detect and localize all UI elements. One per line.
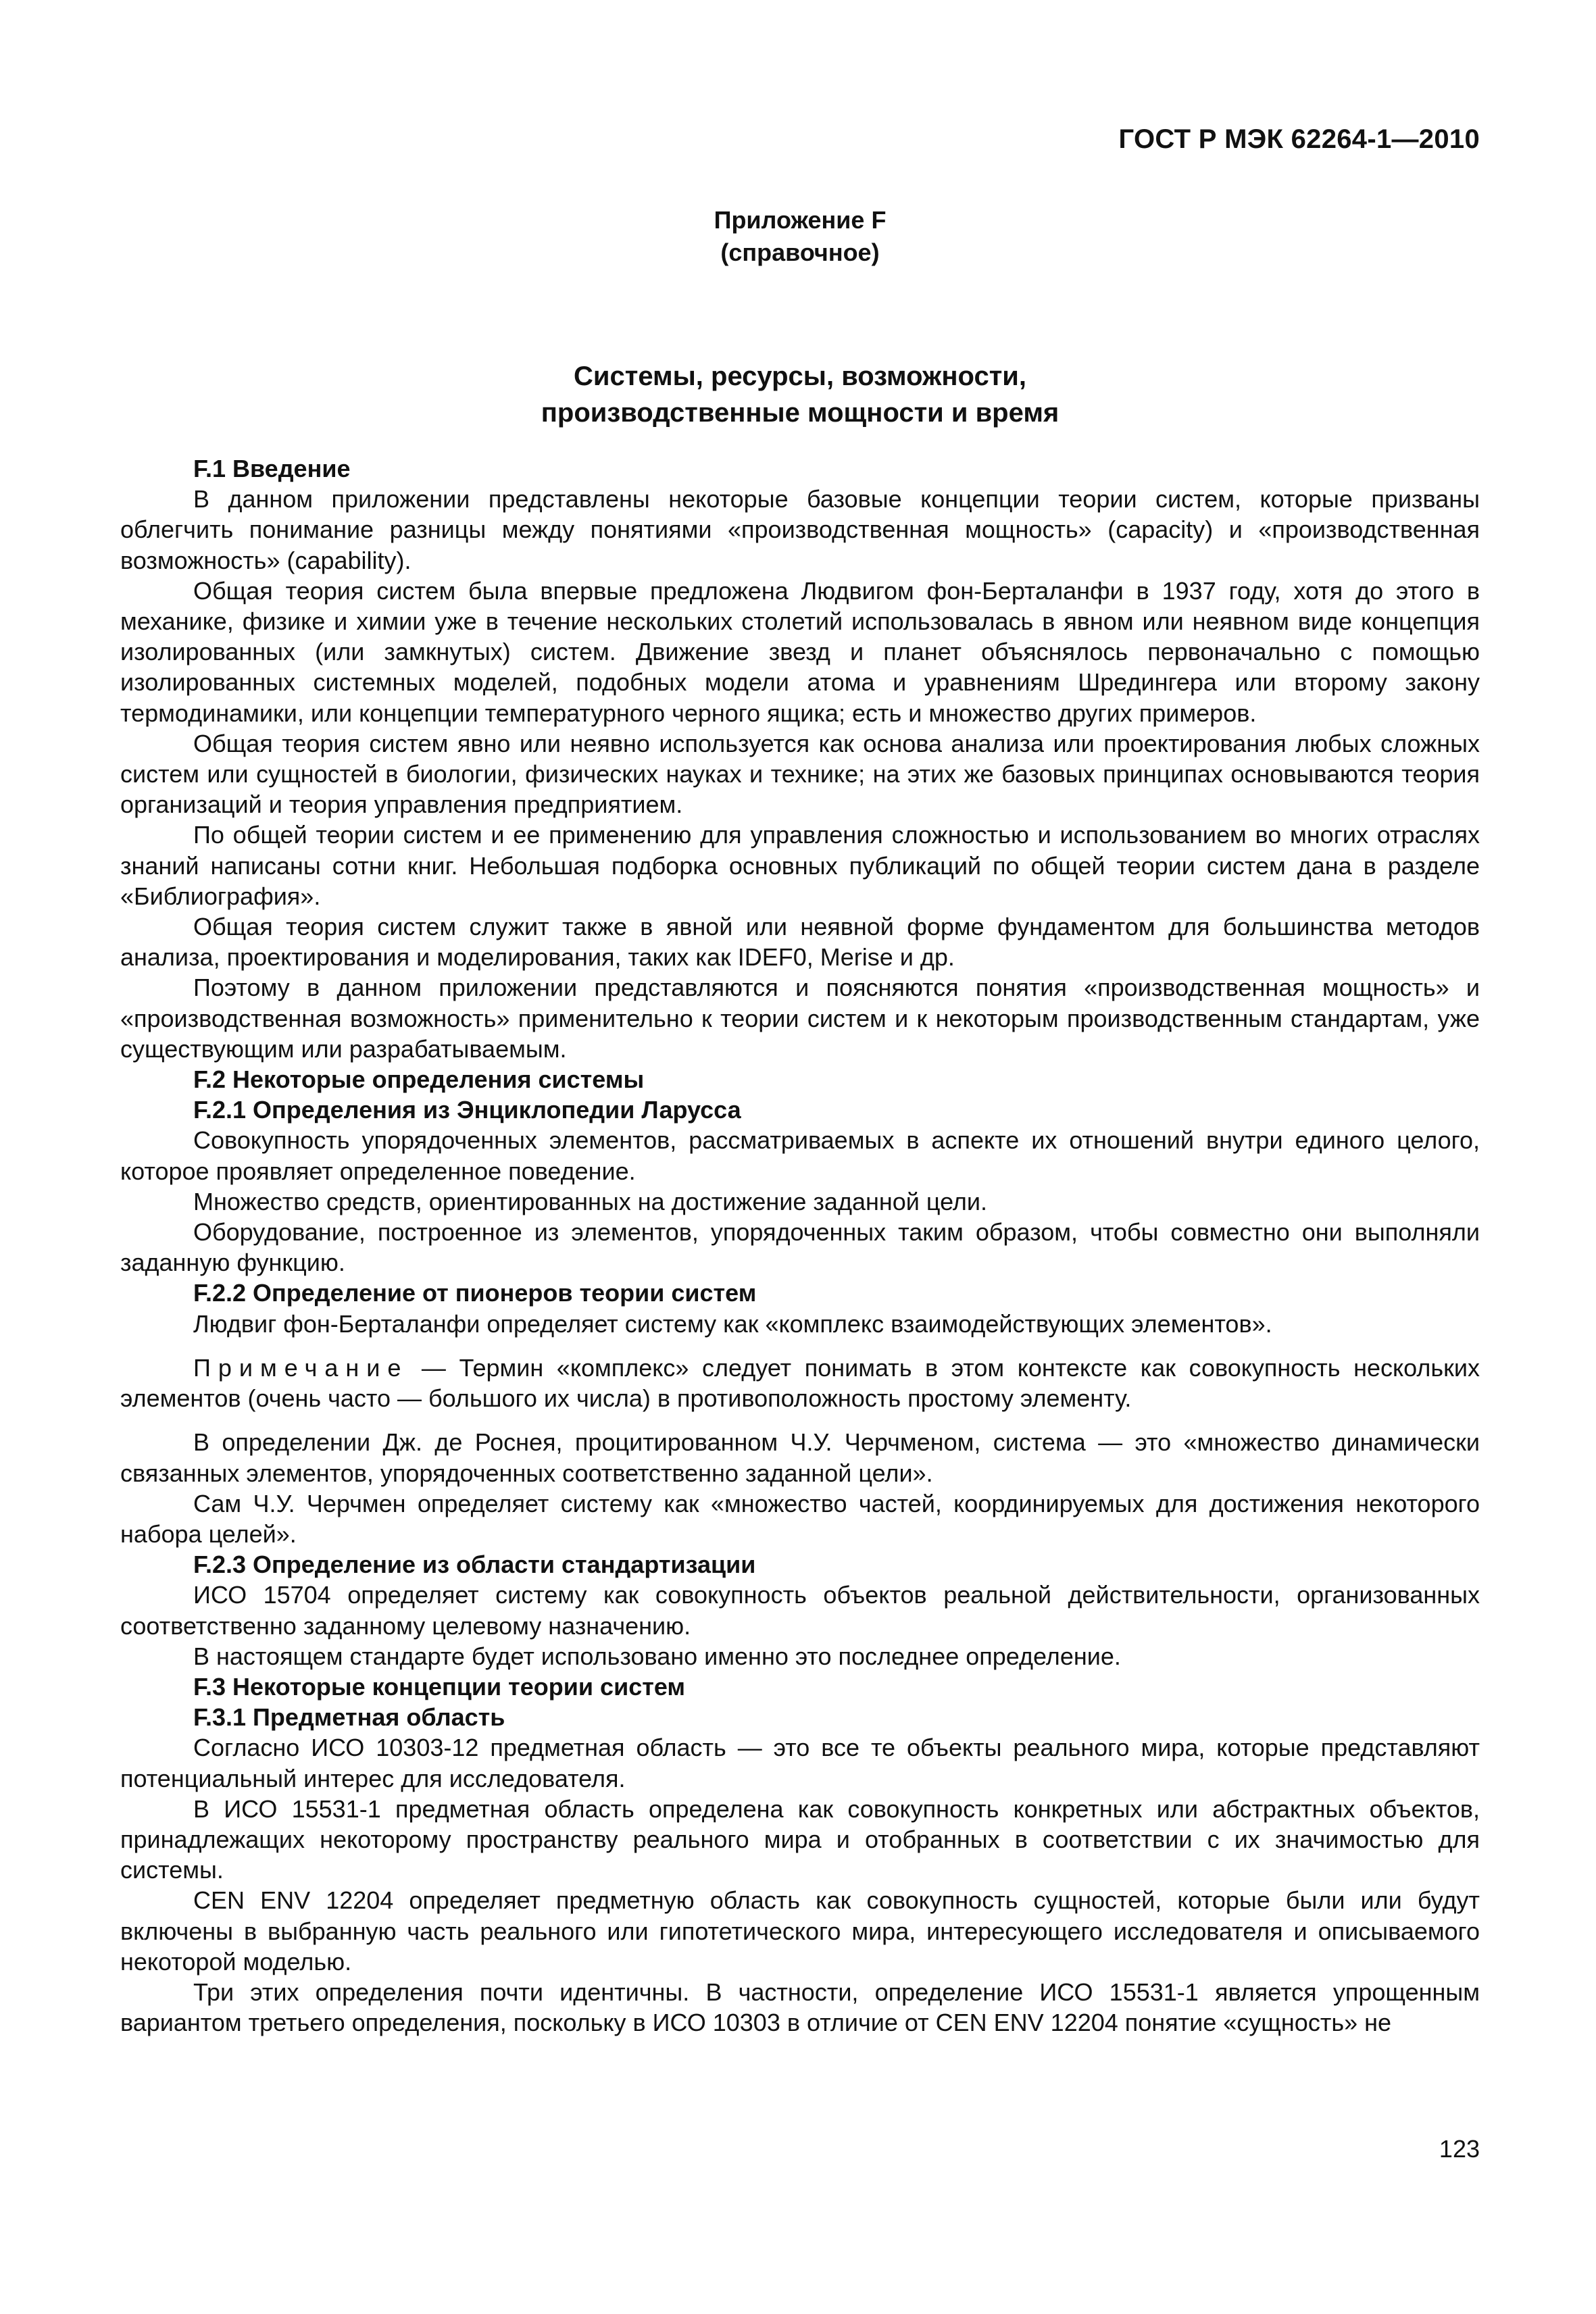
paragraph: ИСО 15704 определяет систему как совокупность объектов реальной действительности, организованных соответственно заданному целевому назначению. bbox=[120, 1581, 1480, 1640]
paragraph: CEN ENV 12204 определяет предметную область как совокупность сущностей, которые были или будут включены в выбранную часть реального или гипотетического мира, интересующего исследователя и описываемого некоторой моделью. bbox=[120, 1886, 1480, 1976]
paragraph: Множество средств, ориентированных на достижение заданной цели. bbox=[193, 1187, 988, 1215]
note-paragraph bbox=[120, 1353, 1480, 1413]
paragraph: Три этих определения почти идентичны. В частности, определение ИСО 15531-1 является упрощенным вариантом третьего определения, поскольку в ИСО 10303 в отличие от CEN ENV 12204 понятие «сущность» не bbox=[120, 1978, 1480, 2037]
section-heading-f2-3: F.2.3 Определение из области стандартизации bbox=[193, 1551, 756, 1579]
body-text bbox=[120, 453, 1480, 2038]
paragraph: В определении Дж. де Роснея, процитированном Ч.У. Черчменом, система — это «множество динамически связанных элементов, упорядоченных соответственно заданной цели». bbox=[120, 1428, 1480, 1487]
paragraph: Общая теория систем явно или неявно используется как основа анализа или проектирования любых сложных систем или сущностей в биологии, физических науках и технике; на этих же базовых принципах основываются теория организаций и теория управления предприятием. bbox=[120, 729, 1480, 819]
section-heading-f3-1: F.3.1 Предметная область bbox=[193, 1703, 505, 1732]
section-heading-f2: F.2 Некоторые определения системы bbox=[193, 1065, 645, 1094]
appendix-kind: (справочное) bbox=[720, 238, 880, 266]
section-heading-f1: F.1 Введение bbox=[193, 455, 351, 482]
paragraph: Сам Ч.У. Черчмен определяет систему как «множество частей, координируемых для достижения некоторого набора целей». bbox=[120, 1489, 1480, 1548]
document-code: ГОСТ Р МЭК 62264-1—2010 bbox=[1118, 124, 1480, 154]
paragraph: В данном приложении представлены некоторые базовые концепции теории систем, которые призваны облегчить понимание разницы между понятиями «производственная мощность» (capacity) и «производственная возможность» (capability). bbox=[120, 485, 1480, 574]
paragraph: Людвиг фон-Берталанфи определяет систему как «комплекс взаимодействующих элементов». bbox=[193, 1309, 1272, 1338]
appendix-heading bbox=[120, 204, 1480, 269]
appendix-title bbox=[120, 358, 1480, 431]
paragraph: Поэтому в данном приложении представляются и поясняются понятия «производственная мощность» и «производственная возможность» применительно к теории систем и к некоторым производственным стандартам, уже существующим или разрабатываемым. bbox=[120, 974, 1480, 1063]
section-heading-f2-1: F.2.1 Определения из Энциклопедии Ларусса bbox=[193, 1096, 741, 1124]
paragraph: В настоящем стандарте будет использовано именно это последнее определение. bbox=[193, 1642, 1121, 1670]
page-number: 123 bbox=[1439, 2135, 1480, 2163]
document-page bbox=[120, 0, 1480, 2314]
section-heading-f2-2: F.2.2 Определение от пионеров теории систем bbox=[193, 1279, 757, 1307]
paragraph: Оборудование, построенное из элементов, упорядоченных таким образом, чтобы совместно они выполняли заданную функцию. bbox=[120, 1218, 1480, 1277]
appendix-title-line-2: производственные мощности и время bbox=[541, 398, 1059, 428]
paragraph: По общей теории систем и ее применению для управления сложностью и использованием во многих отраслях знаний написаны сотни книг. Небольшая подборка основных публикаций по общей теории систем дана в разделе «Библиография». bbox=[120, 821, 1480, 910]
paragraph: В ИСО 15531-1 предметная область определена как совокупность конкретных или абстрактных объектов, принадлежащих некоторому пространству реального мира и отобранных в соответствии с их значимостью для системы. bbox=[120, 1794, 1480, 1884]
paragraph: Общая теория систем служит также в явной или неявной форме фундаментом для большинства методов анализа, проектирования и моделирования, таких как IDEF0, Merise и др. bbox=[120, 913, 1480, 972]
section-heading-f3: F.3 Некоторые концепции теории систем bbox=[193, 1672, 686, 1701]
note-label: Примечание bbox=[193, 1353, 409, 1382]
paragraph: Общая теория систем была впервые предложена Людвигом фон-Берталанфи в 1937 году, хотя до этого в механике, физике и химии уже в течение нескольких столетий использовалась в явном или неявном виде концепция изолированных (или замкнутых) систем. Движение звезд и планет объяснялось первоначально с помощью изолированных системных моделей, подобных модели атома и уравнениям Шредингера или второму закону термодинамики, или концепции температурного черного ящика; есть и множество других примеров. bbox=[120, 576, 1480, 727]
paragraph: Совокупность упорядоченных элементов, рассматриваемых в аспекте их отношений внутри единого целого, которое проявляет определенное поведение. bbox=[120, 1126, 1480, 1185]
paragraph: Согласно ИСО 10303-12 предметная область — это все те объекты реального мира, которые представляют потенциальный интерес для исследователя. bbox=[120, 1734, 1480, 1792]
appendix-title-line-1: Системы, ресурсы, возможности, bbox=[574, 361, 1026, 391]
note-text: — Термин «комплекс» следует понимать в этом контексте как совокупность нескольких элементов (очень часто — большого их числа) в противоположность простому элементу. bbox=[120, 1353, 1480, 1413]
appendix-label: Приложение F bbox=[714, 206, 887, 234]
